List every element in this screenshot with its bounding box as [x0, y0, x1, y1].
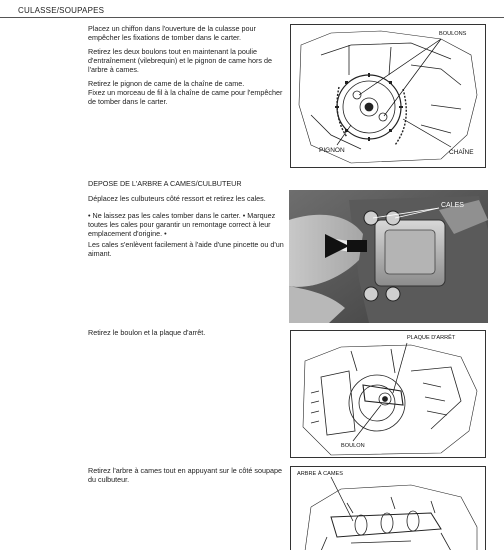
bolt-label: BOULON	[341, 443, 365, 449]
section-heading: DEPOSE DE L'ARBRE A CAMES/CULBUTEUR	[88, 179, 242, 188]
camshaft-label: ARBRE À CAMES	[297, 471, 344, 477]
section1-text	[88, 24, 286, 106]
stopper-plate-drawing	[291, 331, 486, 458]
camshaft-drawing	[291, 467, 486, 550]
instruction-paragraph: Retirez le boulon et la plaque d'arrêt.	[88, 328, 206, 337]
section3-text	[88, 328, 286, 337]
instruction-paragraph: Retirez l'arbre à cames tout en appuyant sur le côté soupape du culbuteur.	[88, 466, 282, 484]
shims-photo-drawing	[289, 190, 488, 323]
caution-note: • Ne laissez pas les cales tomber dans le carter. • Marquez toutes les cales pour garantir un remontage correct à leur emplacement d'origine. •	[88, 211, 276, 238]
shims-label: CALES	[441, 202, 464, 209]
sprocket-diagram	[290, 24, 486, 168]
chain-label: CHAÎNE	[449, 149, 474, 156]
camshaft-diagram	[290, 466, 486, 550]
section-title: CULASSE/SOUPAPES	[18, 6, 105, 15]
sprocket-label: PIGNON	[319, 147, 345, 154]
instruction-paragraph: Placez un chiffon dans l'ouverture de la culasse pour empêcher les fixations de tomber dans le carter.	[88, 24, 256, 42]
instruction-paragraph: Déplacez les culbuteurs côté ressort et retirez les cales.	[88, 194, 266, 203]
stopper-plate-label: PLAQUE D'ARRÊT	[407, 335, 456, 341]
bolts-label: BOULONS	[439, 31, 467, 37]
shims-photo	[289, 190, 488, 323]
header-rule	[0, 17, 504, 18]
instruction-paragraph: Retirez les deux boulons tout en maintenant la poulie d'entraînement (vilebrequin) et le pignon de came hors de l'arbre à cames.	[88, 47, 272, 74]
instruction-paragraph: Retirez le pignon de came de la chaîne de came. Fixez un morceau de fil à la chaîne de came pour l'empêcher de tomber dans le carter.	[88, 79, 283, 106]
stopper-plate-diagram	[290, 330, 486, 458]
caution-note: Les cales s'enlèvent facilement à l'aide d'une pincette ou d'un aimant.	[88, 240, 284, 258]
section4-text	[88, 466, 286, 484]
section2-text	[88, 179, 286, 258]
